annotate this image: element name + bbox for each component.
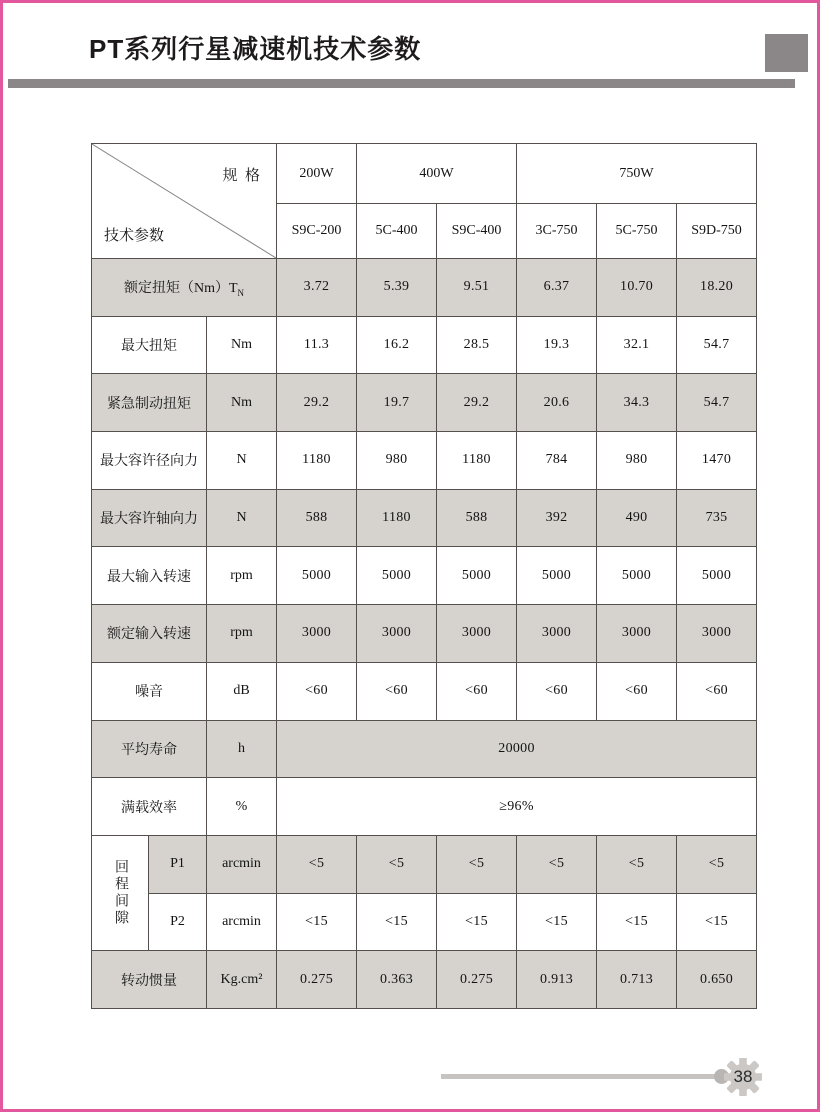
row-value: <5 [437,835,517,893]
row-value: <5 [277,835,357,893]
row-label: 最大容许径向力 [92,432,207,490]
row-unit: arcmin [207,893,277,951]
row-value: <60 [437,662,517,720]
row-label: P2 [149,893,207,951]
row-value: 5000 [437,547,517,605]
row-value: 54.7 [677,374,757,432]
table-row [92,547,757,605]
row-value: 1470 [677,432,757,490]
row-value: <5 [677,835,757,893]
row-unit: rpm [207,605,277,663]
row-unit: Nm [207,374,277,432]
row-value: 5000 [277,547,357,605]
row-value: 10.70 [597,259,677,317]
row-value: <60 [597,662,677,720]
row-label: 额定输入转速 [92,605,207,663]
corner-label-params: 技术参数 [104,228,165,244]
table-row [92,893,757,951]
row-unit: Nm [207,316,277,374]
row-value: 3000 [277,605,357,663]
page-number-badge [724,1058,762,1096]
spec-table [91,143,757,1009]
table-row [92,662,757,720]
row-label: 最大容许轴向力 [92,489,207,547]
row-value: 34.3 [597,374,677,432]
model-header: 3C-750 [517,204,597,259]
row-value: 0.275 [437,951,517,1009]
row-value: <15 [277,893,357,951]
row-label: 紧急制动扭矩 [92,374,207,432]
row-value: 1180 [357,489,437,547]
row-unit: Kg.cm² [207,951,277,1009]
row-value: <60 [357,662,437,720]
row-value: 20.6 [517,374,597,432]
row-value: <5 [517,835,597,893]
row-value: 980 [597,432,677,490]
row-value: 11.3 [277,316,357,374]
row-label: P1 [149,835,207,893]
table-row [92,432,757,490]
row-unit: dB [207,662,277,720]
model-header: 5C-750 [597,204,677,259]
row-value: 980 [357,432,437,490]
table-body [92,259,757,1009]
row-label: 平均寿命 [92,720,207,778]
row-group-label: 回程间隙 [92,835,149,950]
table-row [92,951,757,1009]
row-value: 3000 [437,605,517,663]
row-value: 735 [677,489,757,547]
row-value: <15 [437,893,517,951]
row-unit: N [207,432,277,490]
row-value: 1180 [277,432,357,490]
row-value: 784 [517,432,597,490]
row-value: 588 [277,489,357,547]
row-value: 5000 [357,547,437,605]
row-value: 0.275 [277,951,357,1009]
row-unit: h [207,720,277,778]
row-unit: N [207,489,277,547]
row-value: 6.37 [517,259,597,317]
row-value: 0.650 [677,951,757,1009]
row-value: 5000 [677,547,757,605]
row-value: 3000 [517,605,597,663]
row-value: 5000 [517,547,597,605]
power-group-750w: 750W [517,144,757,204]
row-value: <60 [677,662,757,720]
row-value: <15 [597,893,677,951]
row-label: 满载效率 [92,778,207,836]
row-label: 额定扭矩$(Nm)T_N$ [92,259,277,317]
row-label: 噪音 [92,662,207,720]
row-value: <5 [357,835,437,893]
model-header: 5C-400 [357,204,437,259]
row-value: <5 [597,835,677,893]
model-header: S9C-200 [277,204,357,259]
header-accent-square [765,34,808,72]
row-value-merged: ≥96% [277,778,757,836]
row-value: 392 [517,489,597,547]
row-value: <15 [357,893,437,951]
model-header: S9C-400 [437,204,517,259]
power-group-400w: 400W [357,144,517,204]
model-header: S9D-750 [677,204,757,259]
row-value: 29.2 [437,374,517,432]
row-label: 最大输入转速 [92,547,207,605]
row-value: <15 [517,893,597,951]
table-row [92,720,757,778]
power-group-200w: 200W [277,144,357,204]
page-title: PT系列行星减速机技术参数 [89,34,422,64]
row-label-subscript: N [237,287,245,298]
page-number: 38 [733,1067,753,1086]
row-value: 32.1 [597,316,677,374]
row-value: 3000 [597,605,677,663]
row-value: 0.363 [357,951,437,1009]
row-value: <15 [677,893,757,951]
table-row [92,778,757,836]
table-row [92,374,757,432]
table-row [92,316,757,374]
row-value: 0.713 [597,951,677,1009]
header-divider-bar [8,79,795,88]
row-unit: arcmin [207,835,277,893]
row-value: <60 [517,662,597,720]
row-unit: rpm [207,547,277,605]
row-value: 0.913 [517,951,597,1009]
table-corner-cell [92,144,277,259]
row-value: 28.5 [437,316,517,374]
row-value-merged: 20000 [277,720,757,778]
table-row [92,835,757,893]
row-value: <60 [277,662,357,720]
row-value: 490 [597,489,677,547]
row-label: 转动惯量 [92,951,207,1009]
row-value: 19.3 [517,316,597,374]
row-value: 3000 [677,605,757,663]
row-value: 1180 [437,432,517,490]
corner-label-spec: 规 格 [222,168,261,184]
row-value: 5000 [597,547,677,605]
row-label: 最大扭矩 [92,316,207,374]
row-value: 18.20 [677,259,757,317]
table-row [92,605,757,663]
row-value: 3000 [357,605,437,663]
row-value: 54.7 [677,316,757,374]
table-row [92,259,757,317]
row-value: 19.7 [357,374,437,432]
footer-line [441,1074,721,1079]
row-value: 5.39 [357,259,437,317]
row-unit: % [207,778,277,836]
row-value: 9.51 [437,259,517,317]
row-value: 3.72 [277,259,357,317]
row-value: 588 [437,489,517,547]
row-value: 29.2 [277,374,357,432]
table-row [92,489,757,547]
table-header-row-power [92,144,757,204]
row-value: 16.2 [357,316,437,374]
